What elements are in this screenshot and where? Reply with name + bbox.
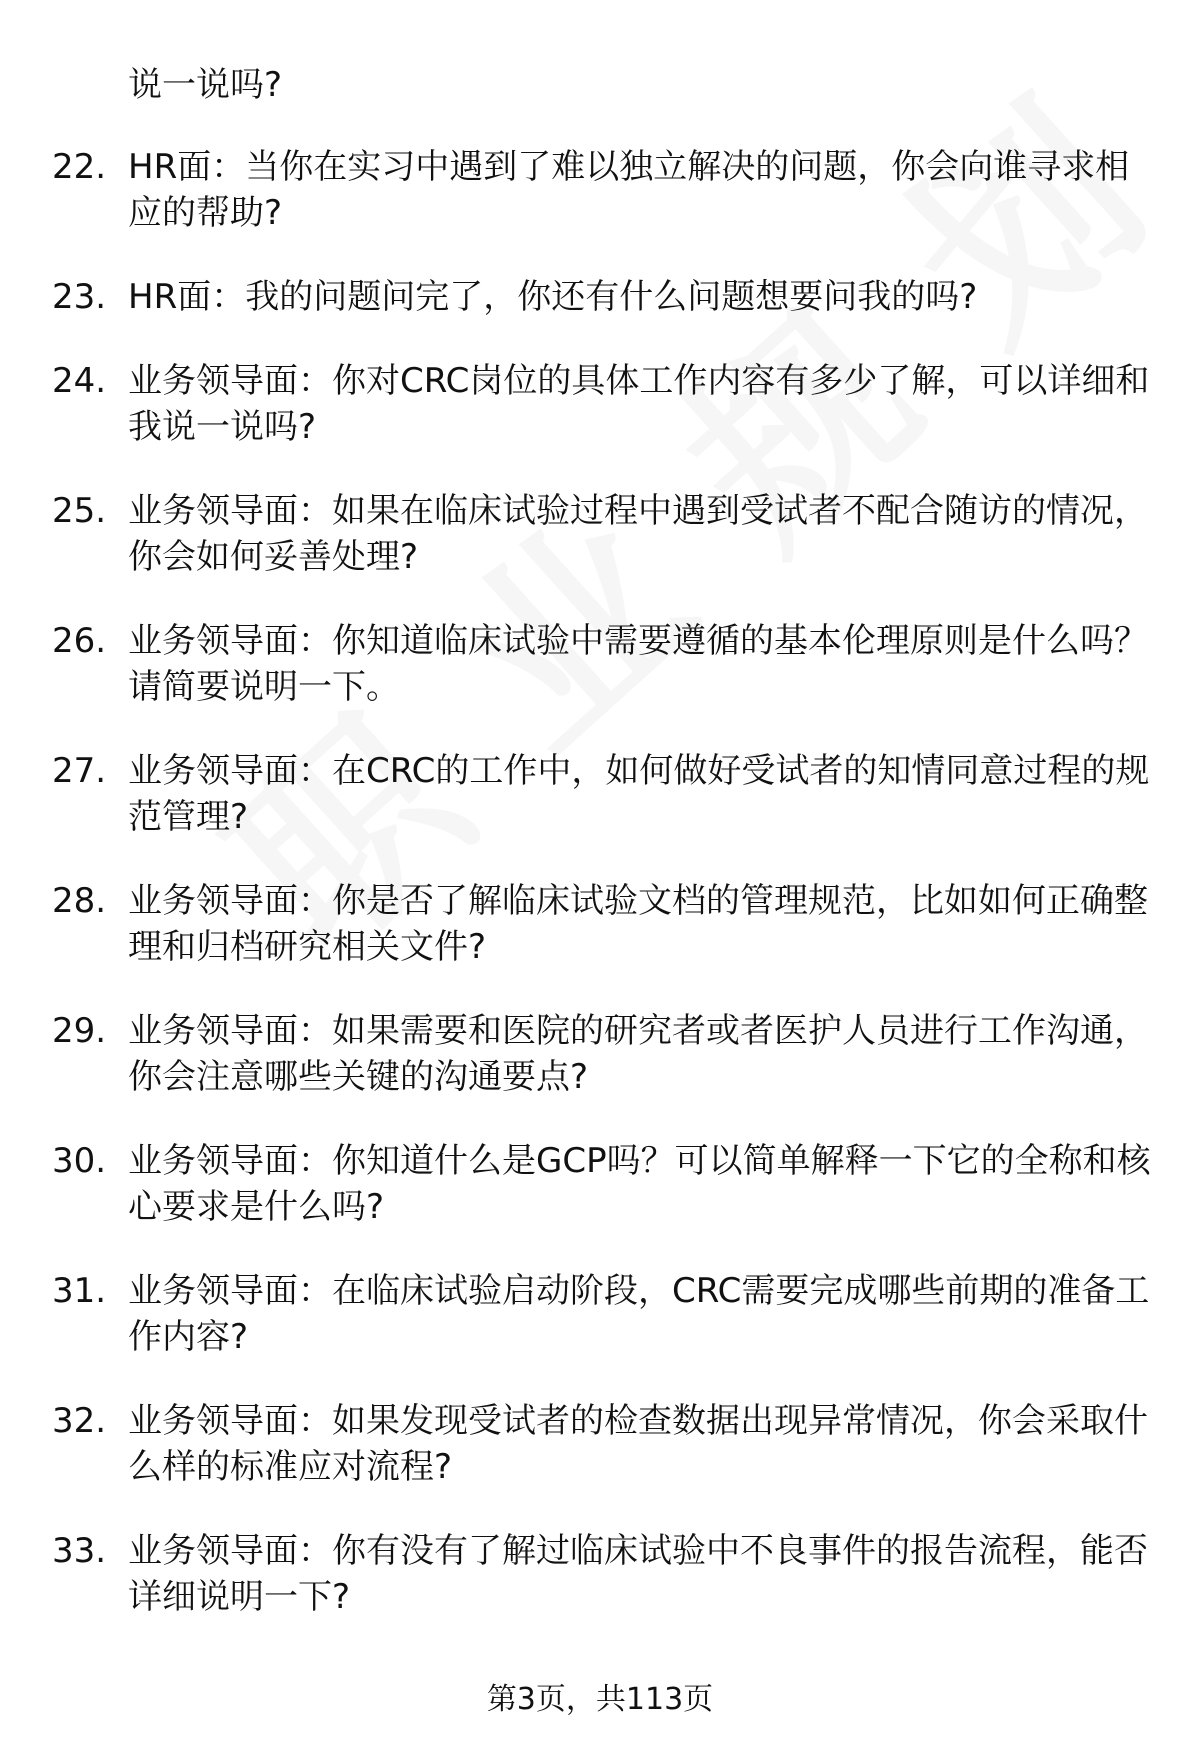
page-footer: 第3页，共113页 bbox=[486, 1682, 714, 1717]
list-item bbox=[0, 1268, 1200, 1398]
question-text: 业务领导面：如果在临床试验过程中遇到受试者不配合随访的情况，你会如何妥善处理? bbox=[128, 491, 1148, 577]
question-number: 23. bbox=[52, 277, 107, 317]
question-number: 24. bbox=[52, 361, 107, 401]
list-item bbox=[0, 1138, 1200, 1268]
question-text: 业务领导面：在CRC的工作中，如何做好受试者的知情同意过程的规范管理? bbox=[128, 751, 1150, 837]
question-number: 22. bbox=[52, 147, 107, 187]
question-number: 26. bbox=[52, 621, 107, 661]
question-text: 业务领导面：你是否了解临床试验文档的管理规范，比如如何正确整理和归档研究相关文件? bbox=[128, 881, 1148, 967]
question-number: 28. bbox=[52, 881, 107, 921]
question-number: 33. bbox=[52, 1531, 107, 1571]
question-number: 31. bbox=[52, 1271, 107, 1311]
question-text: 业务领导面：你知道临床试验中需要遵循的基本伦理原则是什么吗？请简要说明一下。 bbox=[128, 621, 1148, 707]
list-item bbox=[0, 1528, 1200, 1658]
question-number: 32. bbox=[52, 1401, 107, 1441]
question-text: 业务领导面：如果需要和医院的研究者或者医护人员进行工作沟通，你会注意哪些关键的沟通要点? bbox=[128, 1011, 1148, 1097]
question-text: 业务领导面：你知道什么是GCP吗？可以简单解释一下它的全称和核心要求是什么吗? bbox=[128, 1141, 1151, 1227]
question-number: 25. bbox=[52, 491, 107, 531]
list-item bbox=[0, 748, 1200, 878]
list-item bbox=[0, 618, 1200, 748]
question-number: 30. bbox=[52, 1141, 107, 1181]
list-item bbox=[0, 274, 1200, 358]
continued-question-text: 说一说吗? bbox=[128, 65, 283, 105]
question-number: 29. bbox=[52, 1011, 107, 1051]
list-item bbox=[0, 1008, 1200, 1138]
list-item bbox=[0, 1398, 1200, 1528]
question-text: 业务领导面：你有没有了解过临床试验中不良事件的报告流程，能否详细说明一下? bbox=[128, 1531, 1148, 1617]
list-item bbox=[0, 878, 1200, 1008]
question-number: 27. bbox=[52, 751, 107, 791]
question-text: HR面：当你在实习中遇到了难以独立解决的问题，你会向谁寻求相应的帮助? bbox=[128, 147, 1130, 233]
question-text: 业务领导面：如果发现受试者的检查数据出现异常情况，你会采取什么样的标准应对流程? bbox=[128, 1401, 1148, 1487]
question-text: 业务领导面：在临床试验启动阶段，CRC需要完成哪些前期的准备工作内容? bbox=[128, 1271, 1150, 1357]
question-text: HR面：我的问题问完了，你还有什么问题想要问我的吗? bbox=[128, 277, 978, 317]
list-item bbox=[0, 488, 1200, 618]
list-item bbox=[0, 358, 1200, 488]
list-item bbox=[0, 144, 1200, 274]
question-text: 业务领导面：你对CRC岗位的具体工作内容有多少了解，可以详细和我说一说吗? bbox=[128, 361, 1150, 447]
question-list bbox=[0, 144, 1200, 1658]
